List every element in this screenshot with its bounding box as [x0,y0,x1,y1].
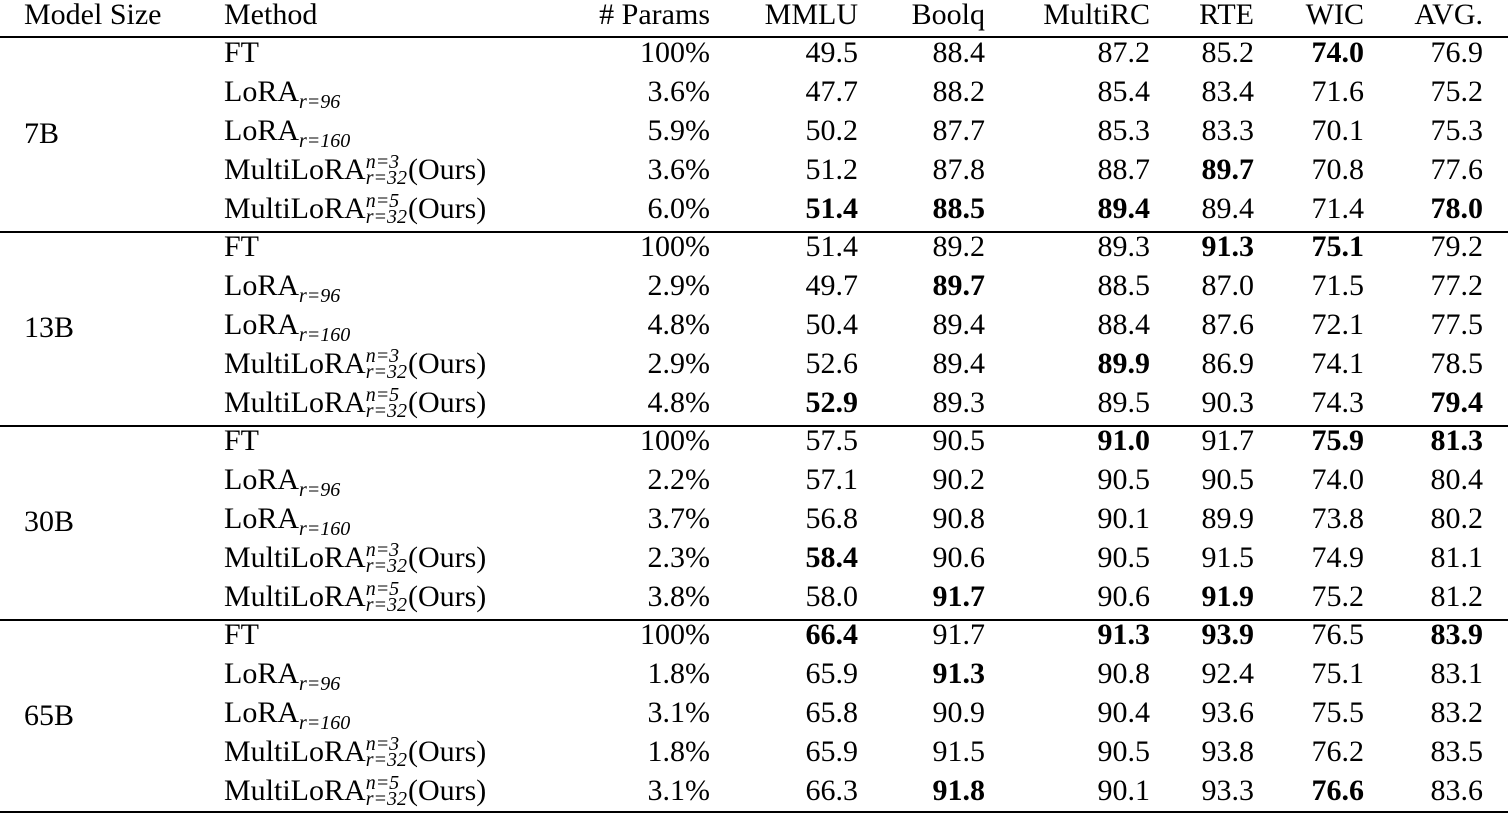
cell-boolq: 90.8 [932,502,985,535]
method-cell [224,460,340,499]
cell-wic: 75.5 [1311,696,1364,729]
method-rank-subscript: r=160 [299,130,351,152]
method-cell [224,33,259,72]
method-n-superscript: n=3 [365,733,400,756]
method-rank-subscript: r=160 [299,518,351,540]
cell-rte: 83.4 [1201,75,1254,108]
table-row [0,654,1508,693]
method-lora-label: LoRA [224,75,299,108]
cell-boolq: 91.7 [932,618,985,651]
method-multilora-label: MultiLoRA [224,541,366,574]
cell-avg: 75.2 [1430,75,1483,108]
method-cell [224,732,486,771]
method-rank-subscript: r=96 [299,285,341,307]
cell-boolq: 91.7 [932,580,985,613]
method-ours-suffix: (Ours) [407,192,487,225]
cell-rte: 93.8 [1201,735,1254,768]
method-lora-label: LoRA [224,308,299,341]
cell-params: 3.6% [647,153,710,186]
method-n-superscript: n=5 [365,578,400,601]
method-n-superscript: n=3 [365,151,400,174]
table-row [0,538,1508,577]
cell-avg: 77.5 [1430,308,1483,341]
method-multilora-label: MultiLoRA [224,580,366,613]
cell-wic: 70.8 [1311,153,1364,186]
cell-avg: 80.4 [1430,463,1483,496]
method-ft-label: FT [224,230,260,263]
table-row [0,227,1508,266]
cell-params: 6.0% [647,192,710,225]
table-row [0,383,1508,422]
method-superscript-subscript [365,539,407,578]
cell-avg: 81.3 [1430,424,1483,457]
model-size-label: 30B [24,505,75,538]
cell-avg: 76.9 [1430,36,1483,69]
cell-rte: 93.9 [1201,618,1254,651]
cell-wic: 75.9 [1311,424,1364,457]
cell-rte: 87.6 [1201,308,1254,341]
table-row [0,33,1508,72]
table-row [0,615,1508,654]
method-cell [224,305,350,344]
table-row [0,421,1508,460]
header-rte: RTE [1199,0,1254,31]
table-row [0,693,1508,732]
method-ft-label: FT [224,36,260,69]
cell-mmlu: 65.8 [805,696,858,729]
cell-mmlu: 51.4 [805,192,858,225]
cell-boolq: 91.8 [932,774,985,807]
cell-avg: 79.4 [1430,386,1483,419]
cell-rte: 86.9 [1201,347,1254,380]
cell-params: 1.8% [647,735,710,768]
cell-params: 2.9% [647,269,710,302]
cell-params: 3.1% [647,696,710,729]
cell-multirc: 90.1 [1097,502,1150,535]
cell-avg: 83.1 [1430,657,1483,690]
method-n-superscript: n=5 [365,772,400,795]
cell-multirc: 90.5 [1097,541,1150,574]
cell-rte: 91.3 [1201,230,1254,263]
cell-avg: 83.5 [1430,735,1483,768]
cell-wic: 76.2 [1311,735,1364,768]
cell-boolq: 89.4 [932,308,985,341]
model-size-label: 13B [24,311,75,344]
method-r-subscript: r=32 [365,788,407,811]
cell-rte: 90.3 [1201,386,1254,419]
cell-wic: 74.3 [1311,386,1364,419]
cell-boolq: 87.7 [932,114,985,147]
method-rank-subscript: r=160 [299,324,351,346]
cell-rte: 89.4 [1201,192,1254,225]
method-ours-suffix: (Ours) [407,774,487,807]
method-cell [224,538,486,577]
cell-mmlu: 50.4 [805,308,858,341]
table-row [0,577,1508,616]
cell-multirc: 90.1 [1097,774,1150,807]
cell-wic: 75.2 [1311,580,1364,613]
method-n-superscript: n=3 [365,539,400,562]
cell-mmlu: 56.8 [805,502,858,535]
cell-avg: 78.5 [1430,347,1483,380]
cell-multirc: 89.3 [1097,230,1150,263]
cell-multirc: 90.8 [1097,657,1150,690]
method-multilora-label: MultiLoRA [224,153,366,186]
cell-multirc: 85.3 [1097,114,1150,147]
cell-wic: 75.1 [1311,657,1364,690]
cell-boolq: 89.3 [932,386,985,419]
method-ours-suffix: (Ours) [407,541,487,574]
cell-boolq: 90.6 [932,541,985,574]
cell-multirc: 88.7 [1097,153,1150,186]
cell-multirc: 87.2 [1097,36,1150,69]
cell-multirc: 89.5 [1097,386,1150,419]
cell-params: 100% [640,618,710,651]
cell-mmlu: 58.4 [805,541,858,574]
method-lora-label: LoRA [224,657,299,690]
method-lora-label: LoRA [224,114,299,147]
method-rank-subscript: r=160 [299,712,351,734]
cell-boolq: 88.2 [932,75,985,108]
cell-params: 100% [640,424,710,457]
cell-params: 2.3% [647,541,710,574]
table-row [0,771,1508,810]
cell-wic: 74.9 [1311,541,1364,574]
header-row [0,0,1508,34]
cell-rte: 91.7 [1201,424,1254,457]
cell-mmlu: 57.5 [805,424,858,457]
method-cell [224,577,486,616]
table-row [0,460,1508,499]
cell-params: 2.9% [647,347,710,380]
method-superscript-subscript [365,345,407,384]
cell-params: 4.8% [647,308,710,341]
method-rank-subscript: r=96 [299,479,341,501]
method-ours-suffix: (Ours) [407,347,487,380]
cell-params: 5.9% [647,114,710,147]
table-row [0,189,1508,228]
cell-boolq: 90.5 [932,424,985,457]
header-method: Method [224,0,318,31]
cell-avg: 80.2 [1430,502,1483,535]
cell-wic: 74.0 [1311,36,1364,69]
cell-mmlu: 66.3 [805,774,858,807]
header-mmlu: MMLU [764,0,858,31]
cell-avg: 81.1 [1430,541,1483,574]
cell-multirc: 88.5 [1097,269,1150,302]
cell-rte: 85.2 [1201,36,1254,69]
method-n-superscript: n=5 [365,384,400,407]
method-ours-suffix: (Ours) [407,735,487,768]
cell-params: 100% [640,36,710,69]
method-cell [224,499,350,538]
method-lora-label: LoRA [224,463,299,496]
cell-mmlu: 65.9 [805,657,858,690]
cell-avg: 75.3 [1430,114,1483,147]
cell-mmlu: 51.4 [805,230,858,263]
cell-params: 3.8% [647,580,710,613]
method-cell [224,383,486,422]
cell-rte: 89.7 [1201,153,1254,186]
cell-boolq: 91.3 [932,657,985,690]
method-superscript-subscript [365,190,407,229]
cell-params: 2.2% [647,463,710,496]
method-cell [224,111,350,150]
table-row [0,344,1508,383]
cell-mmlu: 49.7 [805,269,858,302]
method-cell [224,72,340,111]
method-superscript-subscript [365,772,407,811]
header-wic: WIC [1305,0,1364,31]
cell-rte: 89.9 [1201,502,1254,535]
cell-multirc: 88.4 [1097,308,1150,341]
method-cell [224,421,259,460]
method-superscript-subscript [365,578,407,617]
cell-multirc: 89.9 [1097,347,1150,380]
table-row [0,266,1508,305]
cell-wic: 76.6 [1311,774,1364,807]
cell-rte: 91.9 [1201,580,1254,613]
cell-multirc: 89.4 [1097,192,1150,225]
method-superscript-subscript [365,733,407,772]
cell-rte: 90.5 [1201,463,1254,496]
cell-mmlu: 65.9 [805,735,858,768]
cell-mmlu: 47.7 [805,75,858,108]
cell-params: 1.8% [647,657,710,690]
cell-wic: 71.4 [1311,192,1364,225]
table-row [0,150,1508,189]
cell-avg: 79.2 [1430,230,1483,263]
method-cell [224,654,340,693]
cell-params: 3.7% [647,502,710,535]
cell-rte: 91.5 [1201,541,1254,574]
cell-params: 4.8% [647,386,710,419]
cell-rte: 93.6 [1201,696,1254,729]
method-cell [224,227,259,266]
cell-boolq: 87.8 [932,153,985,186]
model-size-label: 7B [24,117,60,150]
header-boolq: Boolq [911,0,985,31]
method-r-subscript: r=32 [365,594,407,617]
table-row [0,732,1508,771]
method-lora-label: LoRA [224,269,299,302]
cell-boolq: 91.5 [932,735,985,768]
cell-multirc: 90.4 [1097,696,1150,729]
cell-mmlu: 49.5 [805,36,858,69]
method-multilora-label: MultiLoRA [224,192,366,225]
cell-wic: 76.5 [1311,618,1364,651]
cell-wic: 71.6 [1311,75,1364,108]
method-r-subscript: r=32 [365,555,407,578]
method-multilora-label: MultiLoRA [224,735,366,768]
method-cell [224,344,486,383]
model-size-label: 65B [24,699,75,732]
method-n-superscript: n=3 [365,345,400,368]
cell-mmlu: 57.1 [805,463,858,496]
method-cell [224,189,486,228]
header-model-size: Model Size [24,0,162,31]
method-r-subscript: r=32 [365,167,407,190]
cell-mmlu: 50.2 [805,114,858,147]
cell-avg: 78.0 [1430,192,1483,225]
table-row [0,111,1508,150]
cell-wic: 73.8 [1311,502,1364,535]
cell-rte: 92.4 [1201,657,1254,690]
table-row [0,72,1508,111]
cell-multirc: 90.6 [1097,580,1150,613]
cell-avg: 83.9 [1430,618,1483,651]
method-lora-label: LoRA [224,696,299,729]
method-cell [224,266,340,305]
method-multilora-label: MultiLoRA [224,347,366,380]
cell-rte: 87.0 [1201,269,1254,302]
method-ft-label: FT [224,618,260,651]
header-multirc: MultiRC [1043,0,1150,31]
method-n-superscript: n=5 [365,190,400,213]
cell-boolq: 88.5 [932,192,985,225]
method-ft-label: FT [224,424,260,457]
method-r-subscript: r=32 [365,206,407,229]
cell-wic: 74.1 [1311,347,1364,380]
cell-mmlu: 52.9 [805,386,858,419]
table-row [0,499,1508,538]
method-superscript-subscript [365,151,407,190]
cell-wic: 75.1 [1311,230,1364,263]
method-ours-suffix: (Ours) [407,580,487,613]
method-cell [224,615,259,654]
method-multilora-label: MultiLoRA [224,774,366,807]
table-row [0,305,1508,344]
cell-multirc: 91.3 [1097,618,1150,651]
cell-boolq: 88.4 [932,36,985,69]
cell-boolq: 89.4 [932,347,985,380]
method-rank-subscript: r=96 [299,91,341,113]
method-superscript-subscript [365,384,407,423]
cell-multirc: 85.4 [1097,75,1150,108]
cell-wic: 70.1 [1311,114,1364,147]
cell-mmlu: 52.6 [805,347,858,380]
cell-multirc: 90.5 [1097,735,1150,768]
cell-avg: 83.6 [1430,774,1483,807]
cell-params: 3.6% [647,75,710,108]
cell-multirc: 91.0 [1097,424,1150,457]
method-cell [224,150,486,189]
bottom-rule [0,811,1508,813]
cell-params: 3.1% [647,774,710,807]
cell-wic: 72.1 [1311,308,1364,341]
cell-boolq: 90.9 [932,696,985,729]
cell-rte: 83.3 [1201,114,1254,147]
method-r-subscript: r=32 [365,361,407,384]
cell-mmlu: 58.0 [805,580,858,613]
cell-mmlu: 66.4 [805,618,858,651]
cell-boolq: 89.7 [932,269,985,302]
cell-avg: 77.2 [1430,269,1483,302]
cell-multirc: 90.5 [1097,463,1150,496]
cell-boolq: 90.2 [932,463,985,496]
method-rank-subscript: r=96 [299,673,341,695]
cell-avg: 83.2 [1430,696,1483,729]
cell-boolq: 89.2 [932,230,985,263]
method-multilora-label: MultiLoRA [224,386,366,419]
cell-wic: 71.5 [1311,269,1364,302]
cell-wic: 74.0 [1311,463,1364,496]
cell-avg: 81.2 [1430,580,1483,613]
method-cell [224,693,350,732]
method-cell [224,771,486,810]
header-avg: AVG. [1414,0,1483,31]
header-params: # Params [599,0,710,31]
cell-params: 100% [640,230,710,263]
cell-avg: 77.6 [1430,153,1483,186]
cell-rte: 93.3 [1201,774,1254,807]
method-ours-suffix: (Ours) [407,386,487,419]
method-r-subscript: r=32 [365,749,407,772]
method-lora-label: LoRA [224,502,299,535]
cell-mmlu: 51.2 [805,153,858,186]
method-ours-suffix: (Ours) [407,153,487,186]
method-r-subscript: r=32 [365,400,407,423]
